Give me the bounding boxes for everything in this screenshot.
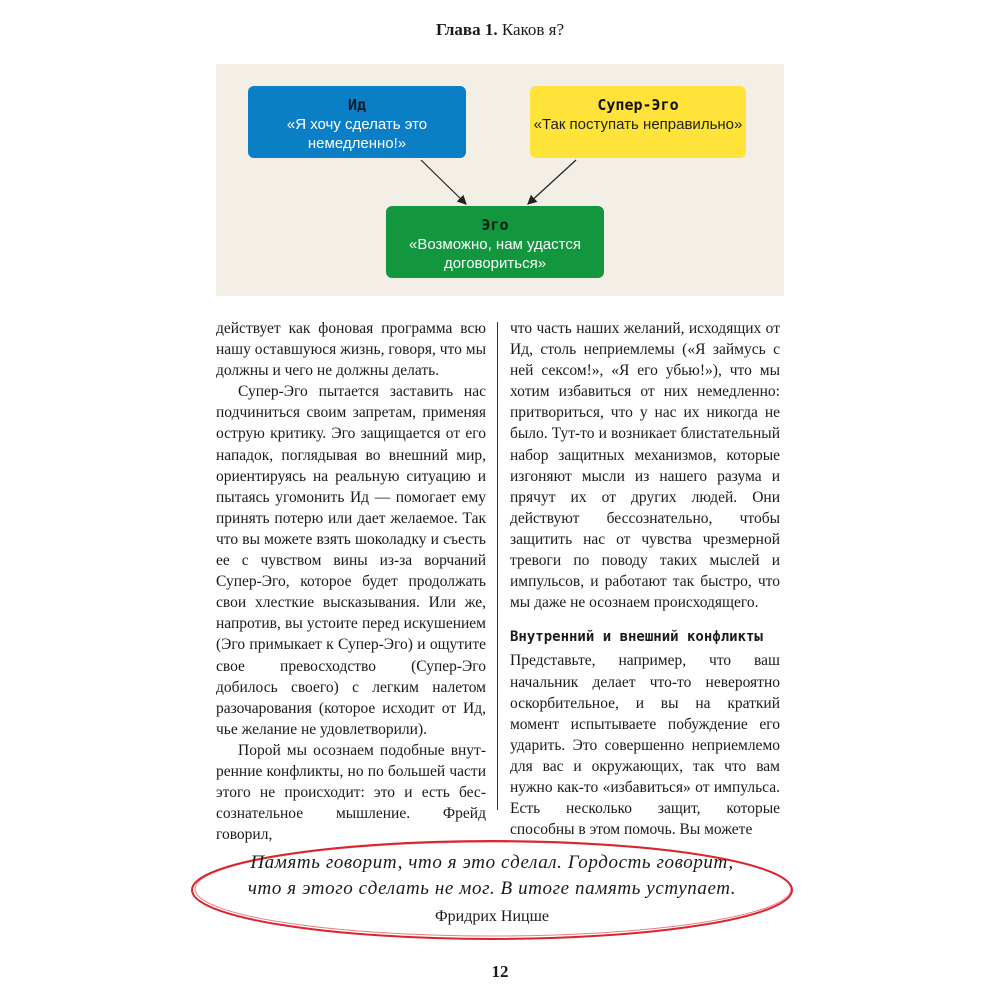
superego-box — [530, 86, 746, 158]
left-paragraph-1: действует как фоновая программа всю нашу оставшуюся жизнь, говоря, что мы должны и чего не должны делать. — [216, 320, 486, 380]
chapter-title: Каков я? — [501, 20, 565, 39]
right-column — [510, 318, 780, 840]
section-subheading: Внутренний и внешний конфликты — [510, 629, 763, 646]
quote-line-2: что я этого сделать не мог. В итоге память уступает. — [247, 878, 737, 899]
quote-callout — [188, 838, 796, 942]
superego-text: «Так поступать неправильно» — [533, 116, 743, 133]
quote-line-1: Память говорит, что я это сделал. Гордость говорит, — [250, 852, 734, 873]
right-paragraph-1: что часть наших желаний, исходящих от Ид, столь неприемлемы («Я займусь с ней сексом!», «Я его убью!»), что мы хотим избавиться от них немедленно: притвориться, что у нас их никогда не было. Тут-то и возникает блистательный набор защитных механизмов, которые изгоняют мысли из нашего разума и прячут их от других людей. Они действуют бессознательно, чтобы защитить нас от чувства чрезмерной тревоги по поводу таких мыслей и импульсов, и работают так быстро, что мы даже не осознаем происходящего. — [510, 320, 780, 612]
left-column — [216, 318, 486, 845]
running-head — [0, 20, 1000, 40]
quote-text — [228, 850, 756, 902]
quote-author: Фридрих Ницше — [434, 908, 549, 925]
ego-text: «Возможно, нам удастся договориться» — [409, 236, 581, 272]
id-text: «Я хочу сделать это немедленно!» — [286, 116, 428, 152]
arrow-id-to-ego — [421, 160, 466, 204]
id-box — [248, 86, 466, 158]
page-number: 12 — [491, 962, 509, 981]
left-paragraph-2: Супер-Эго пытается заставить нас подчиниться своим запретам, применяя острую критику. Эго защищается от его нападок, поглядывая во внешний мир, ориентируясь на реальную ситуацию и пытаясь угомонить Ид — помогает ему принять потерю или дает желаемое. Так что вы можете взять шоколадку и съесть ее с чувством вины из-за ворчаний Супер-Эго, которое будет продолжать свои хлесткие высказывания. Или же, напротив, вы устоите перед искушением (Эго примыкает к Супер-Эго) и ощутите свое превосходство (Супер-Эго добилось своего) с легким налетом разочарования (которое исходит от Ид, чье желание не удовлетворили). — [216, 383, 486, 738]
id-ego-superego-diagram — [216, 64, 784, 296]
chapter-label: Глава 1. — [435, 20, 498, 39]
ego-title: Эго — [481, 216, 509, 234]
superego-title: Супер-Эго — [597, 96, 679, 114]
arrow-superego-to-ego — [528, 160, 576, 204]
right-paragraph-2: Представьте, например, что ваш начальник делает что-то невероятно оскорбительное, и вы на краткий момент испытываете побуждение его ударить. Это совершенно неприемлемо для вас и окружающих, так что вам нужно как-то «избавиться» от импульса. Есть несколько защит, которые способны в этом помочь. Вы можете — [510, 652, 780, 839]
column-divider — [497, 322, 498, 810]
id-title: Ид — [347, 96, 367, 114]
ego-box — [386, 206, 604, 278]
left-paragraph-3: Порой мы осознаем подобные внутренние конфликты, но по большей части этого не происходит: это и есть бессознательное мышление. Фрейд говорил, — [216, 741, 486, 844]
